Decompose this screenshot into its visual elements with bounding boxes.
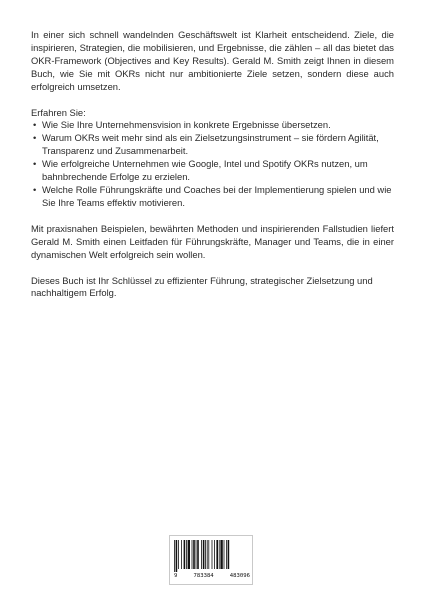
isbn-barcode [169,535,253,585]
barcode-bar [192,540,193,569]
barcode-bar [181,540,182,569]
barcode-lead-digit: 9 [174,573,178,579]
benefit-list [31,119,394,209]
bullet-icon: • [33,183,37,195]
barcode-bar [176,540,178,572]
examples-paragraph: Mit praxisnahen Beispielen, bewährten Methoden und inspirierenden Fallstudien liefert Gerald M. Smith einen Leitfaden für Führungskräfte, Manager und Teams, die in einer dynamischen Welt erfolgreich sein wollen. [31,222,394,260]
barcode-bar [220,540,222,569]
barcode-bar [203,540,205,569]
blurb-text [31,29,394,300]
barcode-bar [184,540,186,569]
barcode-bar [205,540,206,569]
barcode-bar [197,540,199,569]
barcode-number [170,573,254,579]
list-item-text: Warum OKRs weit mehr sind als ein Zielsetzungsinstrument – sie fördern Agilität, Transparenz und Zusammenarbeit. [42,132,379,157]
barcode-bar [193,540,195,569]
barcode-bar [219,540,220,569]
list-item-text: Welche Rolle Führungskräfte und Coaches bei der Implementierung spielen und wie Sie Ihre Teams effektiv motivieren. [42,183,392,208]
barcode-bar [224,540,225,569]
list-item [31,132,394,158]
bullet-icon: • [33,119,37,131]
closing-paragraph: Dieses Buch ist Ihr Schlüssel zu effizienter Führung, strategischer Zielsetzung und nachhaltigem Erfolg. [31,274,373,299]
barcode-bar [207,540,208,569]
barcode-bar [226,540,227,569]
barcode-bar [188,540,190,569]
barcode-bar [201,540,202,569]
barcode-bar [178,540,179,569]
barcode-bar [186,540,187,569]
list-item [31,184,394,210]
list-item [31,119,394,132]
barcode-group-2: 483096 [229,573,250,579]
barcode-group-1: 783384 [193,573,214,579]
list-item-text: Wie erfolgreiche Unternehmen wie Google, Intel und Spotify OKRs nutzen, um bahnbrechende Erfolge zu erzielen. [42,158,368,183]
bullet-icon: • [33,158,37,170]
barcode-bar [216,540,218,569]
list-item [31,158,394,184]
barcode-bar [196,540,197,569]
barcode-bar [208,540,209,569]
intro-paragraph: In einer sich schnell wandelnden Geschäftswelt ist Klarheit entscheidend. Ziele, die inspirieren, Strategien, die mobilisieren, und Ergebnisse, die zählen – all das bietet das OKR-Framework (Objectives and Key Results). Gerald M. Smith zeigt Ihnen in diesem Buch, wie Sie mit OKRs nicht nur ambitionierte Ziele setzen, sondern diese auch erfolgreich umsetzen. [31,29,394,92]
bullet-icon: • [33,132,37,144]
list-item-text: Wie Sie Ihre Unternehmensvision in konkrete Ergebnisse übersetzen. [42,119,331,131]
barcode-bar [214,540,215,569]
barcode-bar [174,540,175,572]
barcode-bars [173,540,251,572]
barcode-bar [212,540,213,569]
barcode-bar [228,540,230,569]
list-heading: Erfahren Sie: [31,106,86,118]
